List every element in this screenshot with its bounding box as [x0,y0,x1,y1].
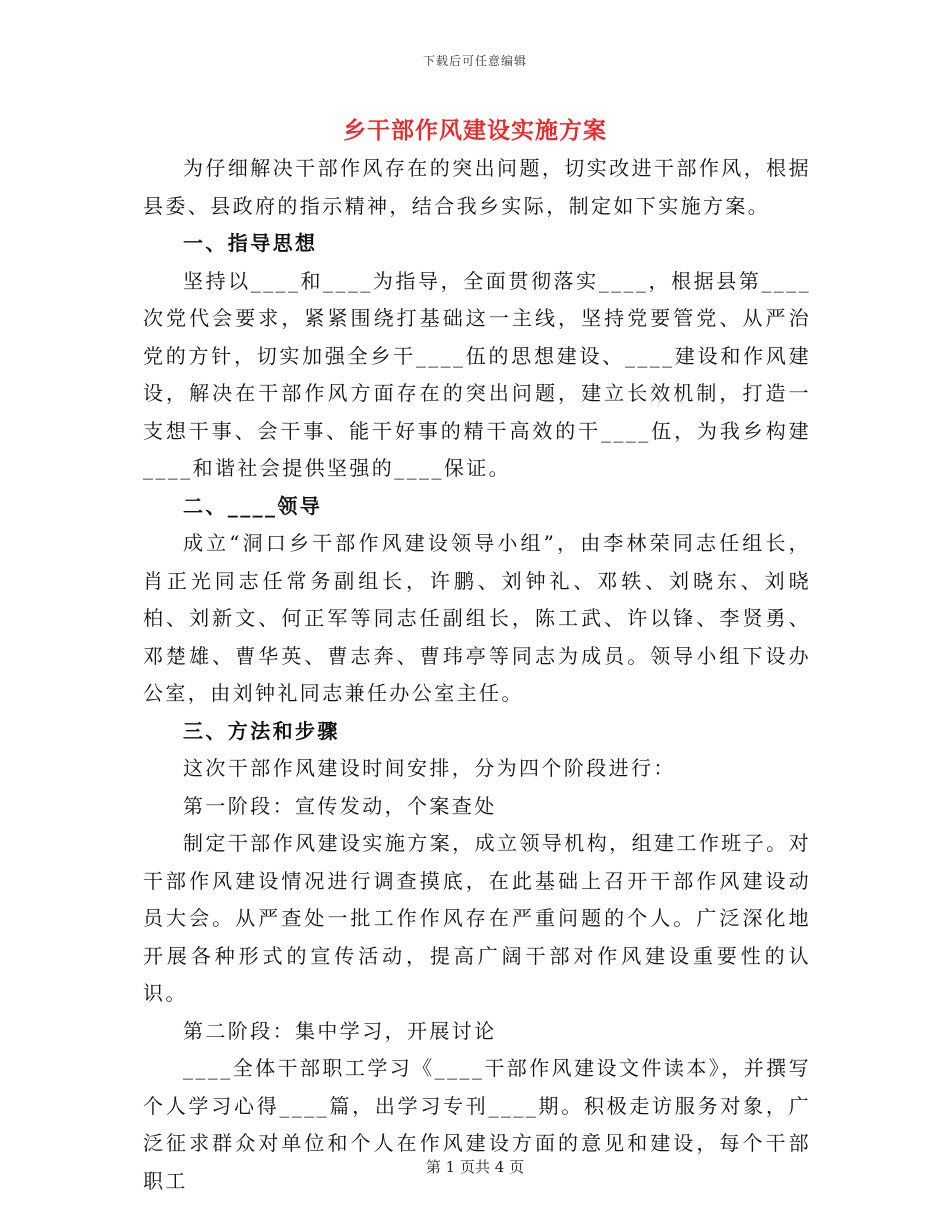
guiding-ideology-paragraph: 坚持以____和____为指导，全面贯彻落实____，根据县第____次党代会要求，紧紧围绕打基础这一主线，坚持党要管党、从严治党的方针，切实加强全乡干____伍的思想建设、____建设和作风建设，解决在干部作风方面存在的突出问题，建立长效机制，打造一支想干事、会干事、能干好事的精干高效的干____伍，为我乡构建____和谐社会提供坚强的____保证。 [143,268,811,480]
stage-two-title: 第二阶段：集中学习，开展讨论 [183,1018,497,1043]
page-number: 第 1 页共 4 页 [425,1158,525,1176]
stage-two-paragraph: ____全体干部职工学习《____干部作风建设文件读本》，并撰写个人学习心得____篇，出学习专刊____期。积极走访服务对象，广泛征求群众对单位和个人在作风建设方面的意见和建设，每个干部职工 [143,1056,811,1193]
leadership-paragraph: 成立“洞口乡干部作风建设领导小组”，由李林荣同志任组长，肖正光同志任常务副组长，许鹏、刘钟礼、邓轶、刘晓东、刘晓柏、刘新文、何正军等同志任副组长，陈工武、许以锋、李贤勇、邓楚雄、曹华英、曹志奔、曹玮亭等同志为成员。领导小组下设办公室，由刘钟礼同志兼任办公室主任。 [143,531,811,705]
intro-paragraph: 为仔细解决干部作风存在的突出问题，切实改进干部作风，根据县委、县政府的指示精神，结合我乡实际，制定如下实施方案。 [143,156,811,218]
section-heading-guiding-ideology: 一、指导思想 [183,231,318,255]
section-heading-methods-steps: 三、方法和步骤 [183,718,340,743]
document-body [143,150,811,1200]
section-heading-leadership: 二、____领导 [183,493,323,518]
stage-one-title: 第一阶段：宣传发动，个案查处 [183,793,497,818]
page-header-note: 下载后可任意编辑 [422,54,527,68]
schedule-intro-paragraph: 这次干部作风建设时间安排，分为四个阶段进行： [183,756,676,780]
document-title: 乡干部作风建设实施方案 [343,117,607,144]
stage-one-paragraph: 制定干部作风建设实施方案，成立领导机构，组建工作班子。对干部作风建设情况进行调查摸底，在此基础上召开干部作风建设动员大会。从严查处一批工作作风存在严重问题的个人。广泛深化地开展各种形式的宣传活动，提高广阔干部对作风建设重要性的认识。 [143,831,811,1005]
